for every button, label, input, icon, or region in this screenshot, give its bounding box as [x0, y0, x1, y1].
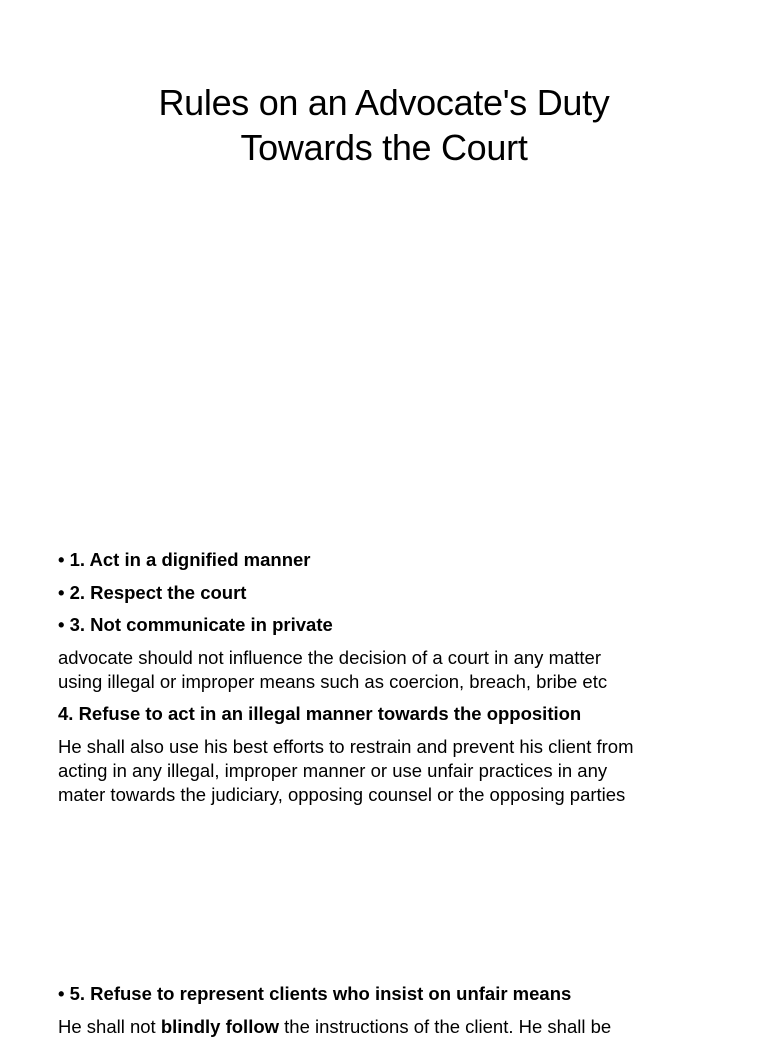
bullet-item-3: • 3. Not communicate in private [58, 614, 333, 635]
bullet-item-2: • 2. Respect the court [58, 581, 247, 603]
paragraph-line: advocate should not influence the decision of a court in any matter [58, 646, 602, 668]
paragraph-line: acting in any illegal, improper manner or use unfair practices in any [58, 759, 608, 781]
paragraph-influence [58, 646, 748, 694]
text-run: He shall not [58, 1015, 161, 1037]
paragraph-line: mater towards the judiciary, opposing counsel or the opposing parties [58, 783, 626, 805]
paragraph-line: using illegal or improper means such as coercion, breach, bribe etc [58, 670, 608, 692]
bullet-item-5: • 5. Refuse to represent clients who insist on unfair means [58, 983, 572, 1004]
text-run-bold: blindly follow [160, 1015, 280, 1037]
slide-title [0, 80, 768, 170]
heading-item-4: 4. Refuse to act in an illegal manner towards the opposition [58, 703, 582, 724]
text-run: the instructions of the client. He shall be [279, 1015, 612, 1037]
slide-content [58, 548, 748, 815]
paragraph-line: He shall also use his best efforts to restrain and prevent his client from [58, 735, 634, 757]
paragraph-blindly-follow [58, 1015, 748, 1039]
bullet-item-1: • 1. Act in a dignified manner [58, 549, 311, 570]
title-line-1: Rules on an Advocate's Duty [158, 82, 610, 123]
title-line-2: Towards the Court [240, 127, 528, 168]
paragraph-restrain [58, 735, 748, 807]
slide-content-bottom [58, 982, 748, 1039]
